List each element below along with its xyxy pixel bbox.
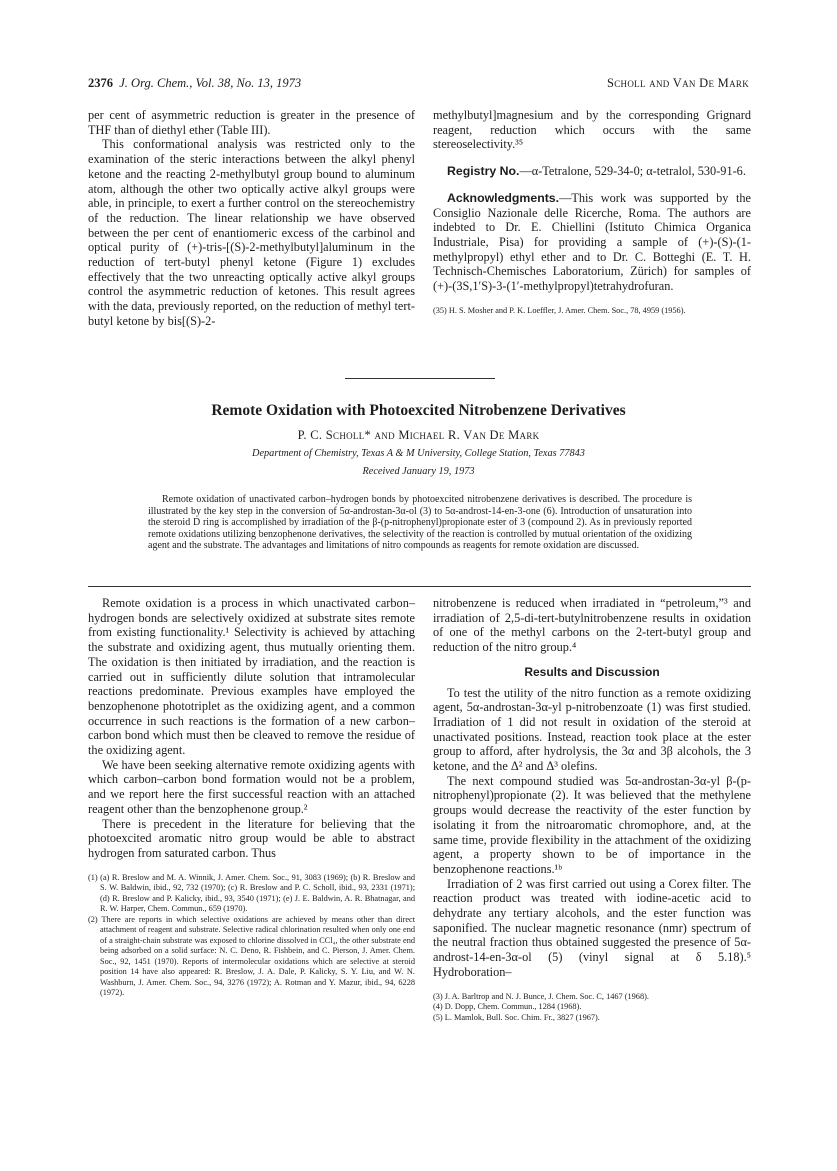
abstract-text: Remote oxidation of unactivated carbon–hydrogen bonds by photoexcited nitrobenzene derivatives is described. The procedure is illustrated by the key step in the conversion of 5α-androstan-3α-ol (3) to 5α-androst-14-en-3-one (6). Introduction of unsaturation into the steroid D ring is accomplished by irradiation of the β-(p-nitrophenyl)propionate ester of 3 (compound 2). As in previously reported remote oxidations utilizing benzophenone derivatives, the selectivity of the reaction is controlled by mutual orientation of the oxidizing agent and the substrate. The advantages and limitations of nitro compounds as reagents for remote oxidation are discussed. (148, 494, 692, 552)
prev-article-right-column (433, 108, 751, 316)
article-title: Remote Oxidation with Photoexcited Nitrobenzene Derivatives (211, 402, 626, 419)
paragraph: Remote oxidation is a process in which unactivated carbon–hydrogen bonds are selectively oxidized at substrate sites remote from existing functionality.¹ Selectivity is achieved by attaching the substrate and oxidizing agent, thus mutually orienting them. The oxidation is then initiated by irradiation, and the reaction is carried out in sufficiently dilute solution that intramolecular reactions predominate. Previous examples have employed the benzophenone phototriplet as the oxidizing agent, and a common occurrence in such reactions is the formation of a new carbon–carbon bond which must then be cleaved to remove the residue of the oxidizing agent. (88, 596, 415, 758)
footnotes (433, 992, 751, 1024)
footnote: (4) D. Dopp, Chem. Commun., 1284 (1968). (433, 1002, 582, 1012)
paragraph: nitrobenzene is reduced when irradiated in “petroleum,”³ and irradiation of 2,5-di-tert-butylnitrobenzene results in oxidation of one of the methyl carbons on the 2-tert-butyl group and reduction of the nitro group.⁴ (433, 596, 751, 655)
footnote: (3) J. A. Barltrop and N. J. Bunce, J. Chem. Soc. C, 1467 (1968). (433, 991, 649, 1001)
paragraph: The next compound studied was 5α-androstan-3α-yl β-(p-nitrophenyl)propionate (2). It was believed that the methylene groups would decrease the reactivity of the ester function by isolating it from the nitroaromatic chromophore, and, at the same time, provide flexibility in the attachment of the oxidizing agent, a property shown to be of importance in the benzophenone reactions.¹ᵇ (433, 773, 751, 876)
abstract (148, 494, 692, 552)
article-authors: P. C. Scholl* and Michael R. Van De Mark (297, 428, 540, 442)
section-heading: Results and Discussion (524, 664, 660, 679)
footnotes (88, 873, 415, 999)
footnote: (35) H. S. Mosher and P. K. Loeffler, J. Amer. Chem. Soc., 78, 4959 (1956). (433, 305, 686, 315)
paragraph: To test the utility of the nitro function as a remote oxidizing agent, 5α-androstan-3α-yl p-nitrobenzoate (1) was first studied. Irradiation of 1 did not result in oxidation of the steroid at unactivated positions. Instead, reaction took place at the ester group to afford, after hydrolysis, the 3α and 3β alcohols, the 3 ketone, and the Δ² and Δ³ olefins. (433, 685, 751, 774)
article-right-column (433, 596, 751, 1023)
running-header (88, 76, 749, 94)
paragraph: We have been seeking alternative remote oxidizing agents with which carbon–carbon bond formation would not be a problem, and we report here the first successful reaction with an attached reagent other than the benzophenone group.² (88, 757, 415, 816)
registry-numbers: Registry No.—α-Tetralone, 529-34-0; α-tetralol, 530-91-6. (447, 164, 746, 179)
abstract-rule (88, 586, 751, 587)
article-affiliation: Department of Chemistry, Texas A & M University, College Station, Texas 77843 (252, 448, 585, 459)
running-authors: Scholl and Van De Mark (607, 76, 749, 90)
footnote: (5) L. Mamlok, Bull. Soc. Chim. Fr., 3827 (1967). (433, 1012, 600, 1022)
footnotes (433, 306, 751, 317)
paragraph: per cent of asymmetric reduction is greater in the presence of THF than of diethyl ether (Table III). (88, 108, 415, 137)
acknowledgments: Acknowledgments.—This work was supported by the Consiglio Nazionale delle Ricerche, Roma. The authors are indebted to Dr. E. Chiellini (Istituto Chimica Organica Industriale, Pisa) for providing a sample of (+)-(S)-(1-methylpropyl) ethyl ether and to Dr. C. Botteghi (E. T. H. Technisch-Chemisches Laboratorium, Zürich) for samples of (+)-(3S,1′S)-3-(1′-methylpropyl)tetrahydrofuran. (433, 190, 751, 294)
received-date: Received January 19, 1973 (362, 466, 475, 477)
page-number: 2376 (88, 76, 113, 90)
article-left-column (88, 596, 415, 999)
paragraph: Irradiation of 2 was first carried out using a Corex filter. The reaction product was treated with iodine-acetic acid to dehydrate any tertiary alcohols, and the ester function was saponified. The nuclear magnetic resonance (nmr) spectrum of the neutral fraction thus obtained suggested the presence of 5α-androst-14-en-3α-ol (5) (vinyl signal at δ 5.18).⁵ Hydroboration– (433, 876, 751, 979)
paragraph: This conformational analysis was restricted only to the examination of the steric interactions between the alkyl phenyl ketone and the reacting 2-methylbutyl group bound to aluminum atom, although the other two optically active alkyl groups were able, in principle, to exert a further control on the stereochemistry of the reduction. The linear relationship we have observed between the per cent of enantiomeric excess of the carbinol and optical purity of (+)-tris-[(S)-2-methylbutyl]aluminum in the reduction of tert-butyl phenyl ketone (Figure 1) excludes effectively that the two unreacting optically active alkyl groups control the asymmetric reduction of ketones. This result agrees with the data, previously reported, on the reduction of methyl tert-butyl ketone by bis[(S)-2- (88, 137, 415, 328)
footnote: (1) (a) R. Breslow and M. A. Winnik, J. Amer. Chem. Soc., 91, 3083 (1969); (b) R. Breslow and S. W. Baldwin, ibid., 92, 732 (1970); (c) R. Breslow and P. C. Scholl, ibid., 93, 2331 (1971); (d) R. Breslow and P. Kalicky, ibid., 93, 3540 (1971); (e) J. E. Baldwin, A. R. Bhatnagar, and R. W. Harper, Chem. Commun., 659 (1970). (88, 872, 415, 914)
paragraph: methylbutyl]magnesium and by the corresponding Grignard reagent, reduction which occurs with the same stereoselectivity.³⁵ (433, 108, 751, 152)
paragraph: There is precedent in the literature for believing that the photoexcited aromatic nitro group would be able to abstract hydrogen from saturated carbon. Thus (88, 816, 415, 860)
article-divider (345, 378, 495, 379)
footnote: (2) There are reports in which selective oxidations are achieved by means other than direct attachment of reagent and substrate. Selective radical chlorination resulted when only one end of a straight-chain substrate was exposed to chlorine dissolved in CCl₄, the other substrate end being adsorbed on a solid surface: N. C. Deno, R. Fishbein, and C. Pierson, J. Amer. Chem. Soc., 92, 1451 (1970). Reports of intermolecular oxidations which are selective at steroid position 14 have also appeared: R. Breslow, J. A. Dale, P. Kalicky, S. Y. Liu, and W. N. Washburn, J. Amer. Chem. Soc., 94, 3276 (1972); A. Rotman and Y. Mazur, ibid., 94, 6228 (1972). (88, 914, 415, 998)
prev-article-left-column (88, 108, 415, 329)
journal-reference: J. Org. Chem., Vol. 38, No. 13, 1973 (119, 76, 302, 90)
